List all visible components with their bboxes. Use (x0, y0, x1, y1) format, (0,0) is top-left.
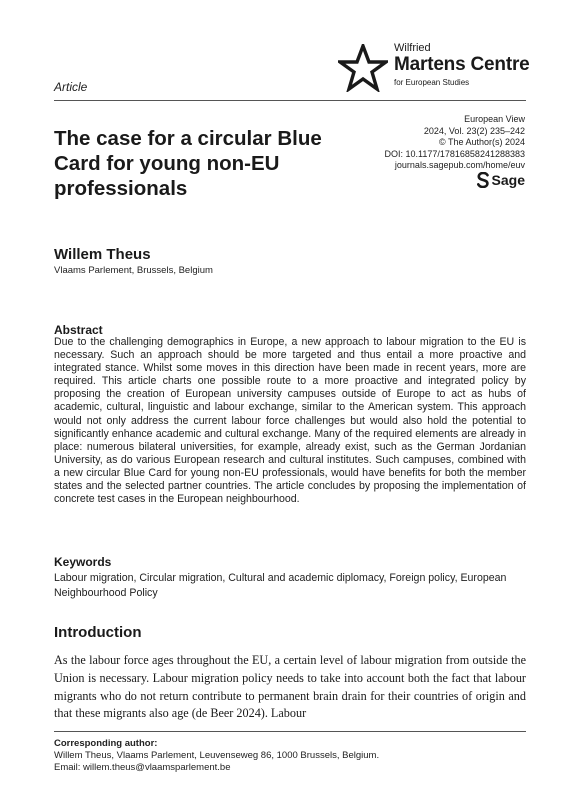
copyright-notice: © The Author(s) 2024 (438, 137, 525, 148)
logo-line-1: Wilfried (394, 42, 431, 54)
journal-url[interactable]: journals.sagepub.com/home/euv (394, 160, 525, 171)
article-type-label: Article (54, 80, 88, 94)
corresponding-address: Willem Theus, Vlaams Parlement, Leuvenseweg 86, 1000 Brussels, Belgium. (54, 749, 380, 761)
corresponding-heading: Corresponding author: (54, 738, 158, 749)
journal-name: European View (464, 114, 525, 124)
footnote-divider (54, 731, 526, 732)
star-outline-icon (338, 44, 388, 92)
journal-volume: 2024, Vol. 23(2) 235–242 (423, 125, 525, 136)
header-divider (54, 100, 526, 101)
journal-meta (385, 114, 525, 172)
doi[interactable]: DOI: 10.1177/17816858241288383 (384, 148, 525, 159)
logo-line-2: Martens Centre (394, 54, 530, 75)
abstract-text: Due to the challenging demographics in Europe, a new approach to labour migration to the EU is necessary. Such an approach should be more targeted and thus entail a more proactive and integrated stance. Whilst some moves in this direction have been made in recent years, more are required. This article charts one possible route to a more proactive and integrated policy by proposing the creation of European university campuses outside of Europe to act as hubs of academic, cultural, linguistic and labour exchange, similar to the American system. This approach would not only address the current labour force challenges but would also hold the potential to significantly enhance academic and cultural exchange. Many of the required elements are already in place: numerous bilateral universities, for example, already exist, such as the German Jordanian University, as do various European research and cultural institutes. Such campuses, combined with a new circular Blue Card for young non-EU professionals, would have benefits for both the member states and the selected partner countries. The article concludes by proposing the implementation of concrete test cases in the European neighbourhood. (54, 336, 526, 506)
introduction-heading: Introduction (54, 624, 142, 641)
sage-logo (477, 172, 525, 188)
publisher-name: Sage (491, 172, 525, 188)
abstract-heading: Abstract (54, 323, 103, 337)
author-affiliation: Vlaams Parlement, Brussels, Belgium (54, 265, 213, 276)
logo-line-3: for European Studies (394, 78, 470, 87)
martens-centre-logo (338, 40, 528, 96)
article-title: The case for a circular Blue Card for young non-EU professionals (54, 127, 322, 200)
introduction-text: As the labour force ages throughout the EU, a certain level of labour migration from outside the Union is necessary. Labour migration policy needs to take into account both the fact that labour migrants who do not return contribute to permanent brain drain for their countries of origin and that these migrants also age (de Beer 2024). Labour (54, 653, 526, 721)
author-name: Willem Theus (54, 246, 151, 263)
keywords-text: Labour migration, Circular migration, Cultural and academic diplomacy, Foreign policy, European Neighbourhood Policy (54, 572, 507, 599)
corresponding-email[interactable]: Email: willem.theus@vlaamsparlement.be (54, 761, 231, 773)
sage-s-icon (477, 172, 489, 188)
corresponding-author (54, 738, 379, 773)
keywords-heading: Keywords (54, 555, 112, 569)
